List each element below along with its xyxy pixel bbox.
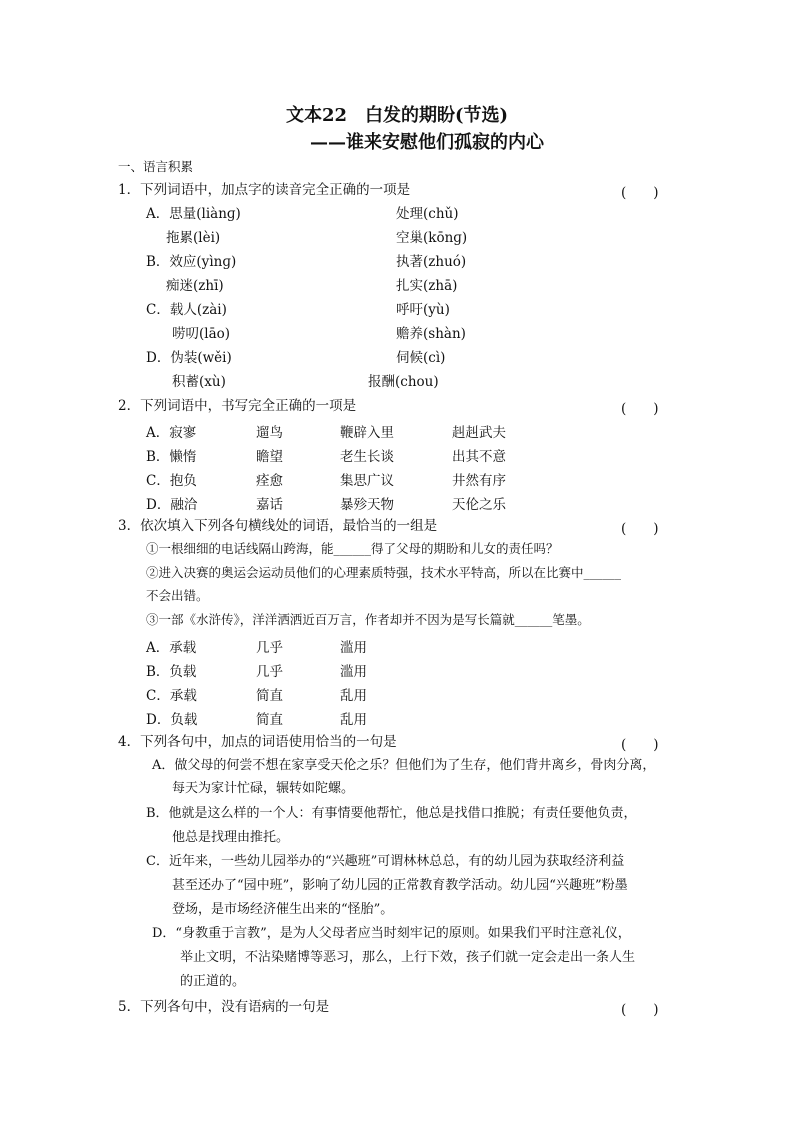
q3-c-word2: 简直 [256,688,283,704]
q3-d-word3: 乱用 [340,712,367,728]
q5-stem: 5．下列各句中，没有语病的一句是 [118,999,330,1015]
q4-option-b-line1: B．他就是这么样的一个人：有事情要他帮忙，他总是找借口推脱；有责任要他负责， [146,806,637,821]
q3-sentence-1: ①一根细细的电话线隔山跨海，能______得了父母的期盼和儿女的责任吗？ [146,541,559,556]
q2-b-word3: 老生长谈 [340,449,394,465]
q4-option-b-line2: 他总是找理由推托。 [172,830,290,845]
q1-stem: 1．下列词语中，加点字的读音完全正确的一项是 [118,182,411,198]
q3-stem: 3．依次填入下列各句横线处的词语，最恰当的一组是 [118,518,438,534]
q2-d-word3: 暴殄天物 [340,497,394,513]
q3-d-word2: 简直 [256,712,283,728]
q4-option-c-line2: 甚至还办了“园中班”，影响了幼儿园的正常教育教学活动。幼儿园“兴趣班”粉墨 [172,878,628,893]
q2-answer-blank: ( ) [621,401,659,417]
q1-option-d-1: D．伪装(wěi) [146,350,232,366]
q4-option-d-line1: D．“身教重于言教”，是为人父母者应当时刻牢记的原则。如果我们平时注意礼仪， [152,926,631,941]
q2-a-word2: 遛鸟 [256,425,283,441]
q3-a-word1: A．承载 [146,640,197,656]
q2-stem: 2．下列词语中，书写完全正确的一项是 [118,398,357,414]
q3-c-word3: 乱用 [340,688,367,704]
page-title: 文本22 白发的期盼(节选) [285,105,509,126]
q4-option-d-line3: 的正道的。 [180,974,246,989]
q4-option-c-line3: 登场，是市场经济催生出来的“怪胎”。 [172,902,394,917]
q3-c-word1: C．承载 [146,688,197,704]
q3-b-word3: 滥用 [340,664,367,680]
q4-answer-blank: ( ) [621,737,659,753]
q1-option-b-1: B．效应(yìnɡ) [146,254,237,270]
q5-answer-blank: ( ) [621,1002,659,1018]
q3-b-word2: 几乎 [256,664,283,680]
q2-a-word4: 赳赳武夫 [452,425,506,441]
q2-d-word1: D．融洽 [146,497,198,513]
q2-a-word3: 鞭辟入里 [340,425,394,441]
q2-c-word1: C．抱负 [146,473,197,489]
q3-b-word1: B．负载 [146,664,197,680]
q1-option-b-4: 扎实(zhā) [396,278,458,294]
q1-option-a-1: A．思量(liànɡ) [146,206,241,222]
q3-a-word2: 几乎 [256,640,283,656]
q2-c-word2: 痊愈 [256,473,283,489]
q1-option-d-4: 报酬(chou) [368,374,439,390]
q1-option-c-2: 呼吁(yù) [396,302,450,318]
q2-c-word3: 集思广议 [340,473,394,489]
page-subtitle: ——谁来安慰他们孤寂的内心 [310,132,544,153]
q4-option-a-line1: A．做父母的何尝不想在家享受天伦之乐？但他们为了生存，他们背井离乡，骨肉分离， [152,758,656,773]
q2-b-word4: 出其不意 [452,449,506,465]
q2-c-word4: 井然有序 [452,473,506,489]
q1-option-a-2: 处理(chǔ) [396,206,459,222]
q2-d-word2: 嘉话 [256,497,283,513]
q1-option-b-3: 痴迷(zhī) [166,278,224,294]
q3-a-word3: 滥用 [340,640,367,656]
q2-a-word1: A．寂寥 [146,425,197,441]
q3-sentence-2: ②进入决赛的奥运会运动员他们的心理素质特强，技术水平特高，所以在比赛中______ [146,565,622,580]
q1-option-c-3: 唠叨(lāo) [172,326,231,342]
q1-option-b-2: 执著(zhuó) [396,254,467,270]
q4-option-c-line1: C．近年来，一些幼儿园举办的“兴趣班”可谓林林总总，有的幼儿园为获取经济利益 [146,854,625,869]
q2-b-word2: 瞻望 [256,449,283,465]
q3-answer-blank: ( ) [621,521,659,537]
q2-b-word1: B．懒惰 [146,449,197,465]
section-heading: 一、语言积累 [118,159,194,174]
q1-option-a-4: 空巢(kōnɡ) [396,230,468,246]
q1-option-c-4: 赡养(shàn) [396,326,466,342]
q1-option-c-1: C．载人(zài) [146,302,227,318]
q1-answer-blank: ( ) [621,185,659,201]
q4-option-d-line2: 举止文明，不沾染赌博等恶习，那么，上行下效，孩子们就一定会走出一条人生 [180,950,636,965]
q3-sentence-3: ③一部《水浒传》，洋洋洒洒近百万言，作者却并不因为是写长篇就______笔墨。 [146,612,590,627]
q3-d-word1: D．负载 [146,712,198,728]
q1-option-a-3: 拖累(lèi) [166,230,221,246]
q3-sentence-2-cont: 不会出错。 [146,588,209,603]
q1-option-d-2: 伺候(cì) [396,350,446,366]
q2-d-word4: 天伦之乐 [452,497,506,513]
q1-option-d-3: 积蓄(xù) [172,374,226,390]
q4-option-a-line2: 每天为家计忙碌，辗转如陀螺。 [172,781,355,796]
q4-stem: 4．下列各句中，加点的词语使用恰当的一句是 [118,734,397,750]
